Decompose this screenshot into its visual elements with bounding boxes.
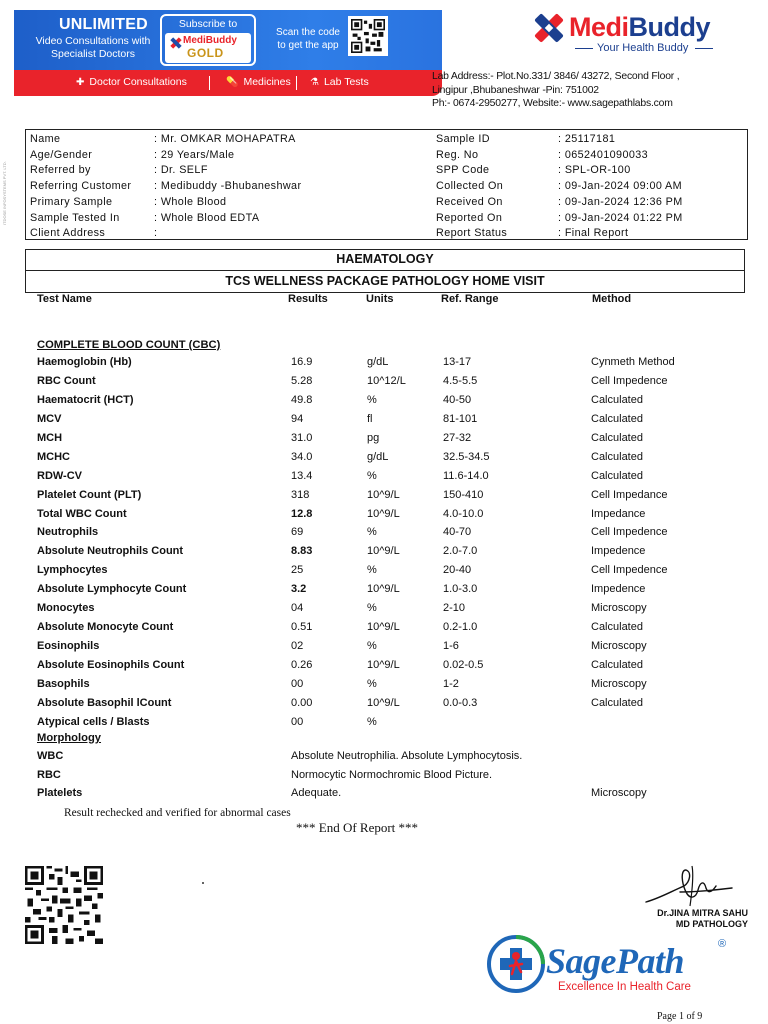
- patient-field-label-text: SPP Code: [436, 164, 490, 177]
- patient-field-value-text: Dr. SELF: [160, 164, 208, 177]
- unit-cell: %: [367, 564, 377, 577]
- colon-separator: :: [558, 195, 565, 208]
- test-name-cell: Neutrophils: [37, 526, 99, 539]
- colon-separator: :: [558, 148, 565, 161]
- colon-separator: :: [558, 164, 565, 177]
- results-table: [0, 354, 768, 733]
- patient-field-value: [558, 132, 683, 148]
- tagline-rule: [695, 48, 713, 49]
- patient-field-value: [558, 195, 683, 211]
- patient-field-label: [30, 226, 131, 242]
- result-cell: 16.9: [291, 356, 313, 368]
- patient-field-label-text: Reported On: [436, 211, 503, 224]
- morphology-table: [0, 748, 768, 804]
- column-header-ref-range: Ref. Range: [441, 293, 499, 305]
- result-cell: 0.26: [291, 659, 313, 671]
- method-cell: Calculated: [591, 659, 643, 671]
- patient-field-value-text: 25117181: [564, 133, 616, 145]
- patient-field-label-text: Received On: [436, 195, 503, 208]
- promo-subline: [30, 35, 156, 61]
- table-row: [0, 619, 768, 638]
- ref-range-cell: 27-32: [443, 431, 472, 444]
- gold-subscribe-label: Subscribe to: [178, 18, 238, 30]
- nav-label: Lab Tests: [323, 76, 369, 88]
- doctor-title: MD PATHOLOGY: [675, 918, 748, 929]
- test-name-cell: Absolute Monocyte Count: [37, 621, 174, 634]
- patient-field-label-text: Collected On: [436, 180, 504, 193]
- morphology-row: [0, 767, 768, 786]
- unit-cell: 10^9/L: [367, 696, 400, 709]
- method-cell: Calculated: [591, 393, 643, 406]
- brand-name-red: Medi: [569, 12, 629, 42]
- patient-field-value: [154, 211, 301, 227]
- ref-range-cell: 4.0-10.0: [443, 507, 484, 520]
- lab-address-line: Lab Address:- Plot.No.331/ 3846/ 43272, Second Floor ,: [432, 71, 680, 82]
- ref-range-cell: 11.6-14.0: [443, 469, 489, 482]
- patient-labels-left: [30, 132, 131, 242]
- lab-address-line: Lingipur ,Bhubaneshwar -Pin: 751002: [432, 84, 599, 96]
- method-cell: Calculated: [591, 431, 643, 444]
- colon-separator: :: [558, 180, 565, 193]
- colon-separator: :: [558, 211, 565, 224]
- result-cell: 8.83: [291, 545, 313, 558]
- patient-info-box: [25, 129, 748, 240]
- unit-cell: %: [367, 602, 377, 615]
- test-name-cell: Platelet Count (PLT): [37, 488, 142, 501]
- table-row: [0, 581, 768, 600]
- result-cell: 00: [291, 677, 304, 690]
- patient-field-label: [436, 132, 507, 148]
- unit-cell: %: [367, 526, 377, 539]
- ref-range-cell: 20-40: [443, 564, 472, 577]
- colon-separator: :: [154, 164, 161, 177]
- patient-labels-right: [436, 132, 507, 242]
- table-row: [0, 373, 768, 392]
- table-row: [0, 657, 768, 676]
- method-cell: Cell Impedence: [591, 374, 668, 387]
- patient-field-value-text: 09-Jan-2024 01:22 PM: [564, 211, 683, 224]
- medibuddy-logo: [531, 8, 731, 58]
- table-row: [0, 524, 768, 543]
- test-name-cell: Haematocrit (HCT): [37, 393, 134, 406]
- patient-field-label: [30, 179, 131, 195]
- column-header-test-name: Test Name: [37, 293, 92, 305]
- gold-card: [165, 33, 251, 63]
- patient-field-value: [154, 179, 301, 195]
- column-header-results: Results: [288, 293, 328, 305]
- brand-tagline: Your Health Buddy: [597, 42, 689, 54]
- table-row: [0, 468, 768, 487]
- method-cell: Cell Impedence: [591, 526, 668, 539]
- department-header: HAEMATOLOGY: [25, 249, 745, 271]
- result-cell: 318: [291, 488, 310, 501]
- method-cell: Impedence: [591, 583, 646, 596]
- colon-separator: :: [154, 180, 161, 193]
- result-cell: 31.0: [291, 431, 313, 444]
- table-row: [0, 543, 768, 562]
- sagepath-name: SagePath: [546, 941, 685, 981]
- table-row: [0, 506, 768, 525]
- table-row: [0, 449, 768, 468]
- unit-cell: fl: [367, 412, 373, 425]
- morphology-name-cell: RBC: [37, 768, 61, 781]
- test-name-cell: RDW-CV: [37, 469, 82, 482]
- nav-doctor-consultations[interactable]: [76, 76, 187, 88]
- result-cell: 49.8: [291, 393, 313, 406]
- column-header-units: Units: [366, 293, 394, 305]
- software-vendor-tag: ITDOSE INFOSYSTEMS PVT. LTD.: [2, 161, 7, 225]
- morphology-row: [0, 748, 768, 767]
- patient-field-value-text: 09-Jan-2024 09:00 AM: [564, 180, 683, 193]
- patient-field-label-text: Age/Gender: [30, 148, 93, 161]
- ref-range-cell: 40-50: [443, 393, 472, 406]
- test-name-cell: Haemoglobin (Hb): [37, 356, 132, 368]
- patient-field-value-text: SPL-OR-100: [564, 164, 631, 177]
- test-name-cell: Absolute Neutrophils Count: [37, 545, 184, 558]
- registered-mark: ®: [718, 938, 727, 950]
- unit-cell: g/dL: [367, 356, 389, 368]
- method-cell: Impedance: [591, 507, 646, 520]
- report-qr-code-icon[interactable]: [24, 866, 104, 944]
- test-name-cell: Lymphocytes: [37, 564, 108, 577]
- test-name-cell: Monocytes: [37, 602, 95, 615]
- test-name-cell: MCH: [37, 431, 63, 444]
- promo-banner[interactable]: [14, 10, 442, 96]
- table-row: [0, 411, 768, 430]
- colon-separator: :: [154, 148, 161, 161]
- nav-medicines[interactable]: [226, 76, 291, 88]
- ref-range-cell: 1-6: [443, 640, 459, 653]
- patient-field-value-text: Whole Blood: [160, 195, 227, 208]
- ref-range-cell: 81-101: [443, 412, 478, 425]
- gold-subscribe-box[interactable]: [160, 14, 256, 66]
- unit-cell: 10^9/L: [367, 488, 400, 501]
- result-cell: 69: [291, 526, 304, 539]
- patient-field-value: [154, 226, 301, 242]
- ref-range-cell: 4.5-5.5: [443, 374, 478, 387]
- result-cell: 02: [291, 640, 304, 653]
- nav-label: Doctor Consultations: [89, 76, 187, 88]
- colon-separator: :: [558, 133, 565, 145]
- test-name-cell: Absolute Basophil lCount: [37, 696, 172, 709]
- result-cell: 00: [291, 715, 304, 728]
- morphology-text-cell: Adequate.: [291, 787, 342, 800]
- sagepath-emblem-icon: [486, 934, 546, 994]
- patient-field-value: [154, 163, 301, 179]
- patient-field-label: [436, 163, 507, 179]
- medibuddy-mini-icon: [170, 37, 182, 49]
- test-name-cell: Absolute Eosinophils Count: [37, 659, 185, 671]
- method-cell: Calculated: [591, 696, 643, 709]
- patient-field-label-text: Referring Customer: [30, 180, 132, 193]
- test-name-cell: Total WBC Count: [37, 507, 127, 520]
- result-cell: 25: [291, 564, 304, 577]
- ref-range-cell: 0.0-0.3: [443, 696, 478, 709]
- doctor-signature-icon: [640, 862, 736, 912]
- result-cell: 0.51: [291, 621, 313, 634]
- unit-cell: %: [367, 393, 377, 406]
- patient-field-label-text: Client Address: [30, 227, 106, 240]
- patient-field-value: [558, 163, 683, 179]
- promo-subline-2: Specialist Doctors: [50, 48, 136, 60]
- table-row: [0, 562, 768, 581]
- patient-field-label: [30, 148, 131, 164]
- method-cell: Cynmeth Method: [591, 356, 675, 368]
- unit-cell: 10^12/L: [367, 374, 406, 387]
- table-row: [0, 430, 768, 449]
- morphology-row: [0, 785, 768, 804]
- method-cell: Calculated: [591, 469, 643, 482]
- ref-range-cell: 2.0-7.0: [443, 545, 478, 558]
- patient-field-label-text: Sample Tested In: [30, 211, 120, 224]
- ref-range-cell: 150-410: [443, 488, 484, 501]
- end-of-report: *** End Of Report ***: [296, 820, 419, 835]
- tagline-rule: [575, 48, 593, 49]
- test-name-cell: RBC Count: [37, 374, 96, 387]
- package-header: TCS WELLNESS PACKAGE PATHOLOGY HOME VISIT: [25, 271, 745, 293]
- colon-separator: :: [154, 211, 161, 224]
- patient-field-value: [558, 226, 683, 242]
- table-row: [0, 695, 768, 714]
- table-row: [0, 487, 768, 506]
- test-name-cell: Atypical cells / Blasts: [37, 715, 150, 728]
- unit-cell: %: [367, 677, 377, 690]
- ref-range-cell: 2-10: [443, 602, 466, 615]
- test-name-cell: MCV: [37, 412, 62, 425]
- scan-text: [270, 26, 346, 52]
- result-cell: 5.28: [291, 374, 313, 387]
- patient-field-label-text: Reg. No: [436, 148, 479, 161]
- patient-field-label-text: Report Status: [436, 227, 508, 240]
- ref-range-cell: 1-2: [443, 677, 459, 690]
- table-row: [0, 354, 768, 373]
- patient-field-label: [436, 211, 507, 227]
- unit-cell: 10^9/L: [367, 545, 400, 558]
- result-cell: 34.0: [291, 450, 313, 463]
- patient-field-value: [558, 211, 683, 227]
- patient-field-value: [154, 195, 301, 211]
- patient-field-label-text: Name: [30, 133, 61, 145]
- patient-field-label-text: Referred by: [30, 164, 91, 177]
- pill-icon: 💊: [226, 76, 239, 88]
- method-cell: Microscopy: [591, 602, 647, 615]
- table-row: [0, 392, 768, 411]
- nav-label: Medicines: [243, 76, 291, 88]
- method-cell: Microscopy: [591, 677, 647, 690]
- patient-field-label: [30, 132, 131, 148]
- morphology-text-cell: Absolute Neutrophilia. Absolute Lymphocytosis.: [291, 750, 523, 762]
- stethoscope-icon: ✚: [76, 76, 85, 88]
- nav-divider: [209, 76, 210, 90]
- doctor-name: Dr.JINA MITRA SAHU: [657, 908, 748, 918]
- patient-field-value: [558, 148, 683, 164]
- test-name-cell: Basophils: [37, 677, 90, 690]
- morphology-name-cell: WBC: [37, 750, 64, 762]
- method-cell: Microscopy: [591, 640, 647, 653]
- table-row: [0, 676, 768, 695]
- unit-cell: %: [367, 469, 377, 482]
- patient-field-value: [558, 179, 683, 195]
- colon-separator: :: [154, 133, 161, 145]
- unit-cell: %: [367, 640, 377, 653]
- app-qr-code-icon[interactable]: [348, 16, 388, 56]
- nav-lab-tests[interactable]: [310, 76, 369, 88]
- gold-brand: MediBuddy: [183, 35, 237, 46]
- patient-field-label: [30, 195, 131, 211]
- morphology-text-cell: Normocytic Normochromic Blood Picture.: [291, 768, 493, 781]
- nav-divider: [296, 76, 297, 90]
- ref-range-cell: 1.0-3.0: [443, 583, 478, 596]
- result-cell: 04: [291, 602, 304, 615]
- method-cell: Impedence: [591, 545, 646, 558]
- result-cell: 13.4: [291, 469, 313, 482]
- scan-text-2: to get the app: [277, 40, 339, 51]
- column-header-method: Method: [592, 293, 632, 305]
- unit-cell: g/dL: [367, 450, 389, 463]
- patient-field-label: [30, 211, 131, 227]
- result-cell: 94: [291, 412, 304, 425]
- patient-field-label: [436, 226, 507, 242]
- unit-cell: %: [367, 715, 377, 728]
- unit-cell: 10^9/L: [367, 507, 400, 520]
- patient-values-left: [154, 132, 301, 242]
- patient-field-label-text: Primary Sample: [30, 195, 113, 208]
- sagepath-tagline: Excellence In Health Care: [558, 981, 691, 993]
- stray-dot: [202, 882, 204, 884]
- patient-field-label-text: Sample ID: [436, 133, 491, 145]
- method-cell: Calculated: [591, 412, 643, 425]
- table-row: [0, 638, 768, 657]
- patient-field-value-text: 09-Jan-2024 12:36 PM: [564, 195, 683, 208]
- patient-field-value: [154, 132, 301, 148]
- lab-contact-line: Ph:- 0674-2950277, Website:- www.sagepathlabs.com: [432, 98, 673, 109]
- patient-field-label: [436, 148, 507, 164]
- patient-values-right: [558, 132, 683, 242]
- method-cell: Microscopy: [591, 787, 647, 800]
- unit-cell: pg: [367, 431, 380, 444]
- table-row: [0, 714, 768, 733]
- patient-field-label: [436, 179, 507, 195]
- brand-name-blue: Buddy: [628, 12, 711, 42]
- gold-label: GOLD: [187, 46, 224, 60]
- method-cell: Cell Impedance: [591, 488, 668, 501]
- method-cell: Calculated: [591, 450, 643, 463]
- doctor-signature-block: [622, 908, 748, 929]
- ref-range-cell: 0.2-1.0: [443, 621, 478, 634]
- test-tube-icon: ⚗: [310, 76, 319, 88]
- patient-field-value-text: Mr. OMKAR MOHAPATRA: [160, 133, 296, 145]
- ref-range-cell: 0.02-0.5: [443, 659, 484, 671]
- patient-field-value-text: 29 Years/Male: [160, 148, 235, 161]
- patient-field-value-text: Medibuddy -Bhubaneshwar: [160, 180, 302, 193]
- unit-cell: 10^9/L: [367, 583, 400, 596]
- brand-name: [569, 12, 710, 43]
- patient-field-value-text: Whole Blood EDTA: [160, 211, 260, 224]
- ref-range-cell: 40-70: [443, 526, 472, 539]
- result-cell: 0.00: [291, 696, 313, 709]
- patient-field-value: [154, 148, 301, 164]
- patient-field-value-text: 0652401090033: [564, 148, 649, 161]
- verification-remark: Result rechecked and verified for abnormal cases: [64, 807, 291, 819]
- unit-cell: 10^9/L: [367, 659, 400, 671]
- result-cell: 3.2: [291, 583, 307, 596]
- page-number: Page 1 of 9: [657, 1011, 703, 1022]
- lab-address: [432, 70, 679, 111]
- patient-field-label: [30, 163, 131, 179]
- sagepath-logo: [486, 932, 726, 1002]
- ref-range-cell: 32.5-34.5: [443, 450, 490, 463]
- result-cell: 12.8: [291, 507, 313, 520]
- scan-text-1: Scan the code: [276, 27, 340, 38]
- test-name-cell: Absolute Lymphocyte Count: [37, 583, 187, 596]
- promo-subline-1: Video Consultations with: [35, 35, 151, 47]
- test-name-cell: MCHC: [37, 450, 70, 463]
- ref-range-cell: 13-17: [443, 356, 472, 368]
- medibuddy-cross-icon: [531, 10, 567, 46]
- method-cell: Calculated: [591, 621, 643, 634]
- promo-headline: UNLIMITED: [59, 16, 148, 33]
- colon-separator: :: [154, 195, 161, 208]
- test-name-cell: Eosinophils: [37, 640, 100, 653]
- unit-cell: 10^9/L: [367, 621, 400, 634]
- colon-separator: :: [154, 227, 158, 240]
- section-title-morphology: Morphology: [37, 732, 102, 744]
- morphology-name-cell: Platelets: [37, 787, 83, 800]
- section-title-cbc: COMPLETE BLOOD COUNT (CBC): [37, 339, 221, 351]
- method-cell: Cell Impedence: [591, 564, 668, 577]
- patient-field-value-text: Final Report: [564, 227, 629, 240]
- table-row: [0, 600, 768, 619]
- colon-separator: :: [558, 227, 565, 240]
- patient-field-label: [436, 195, 507, 211]
